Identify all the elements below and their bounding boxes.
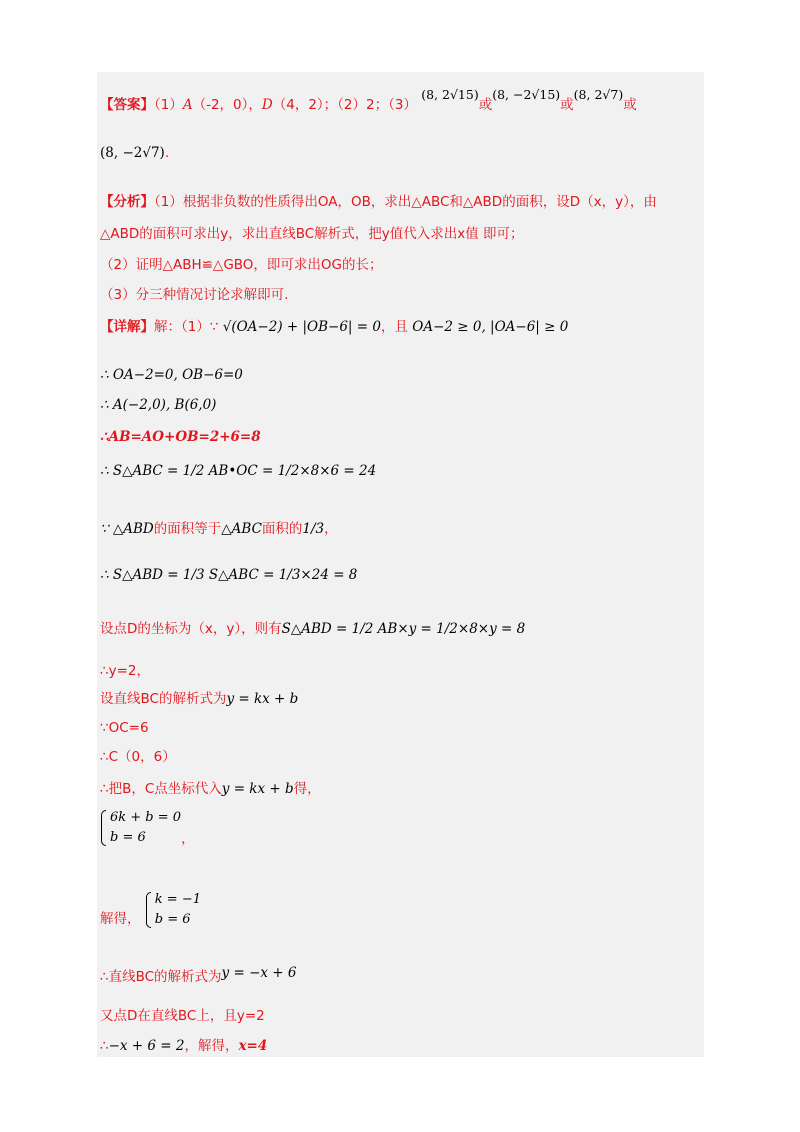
- step-16: ∴−x + 6 = 2，解得，x=4: [100, 1038, 268, 1054]
- step-11: ∴C（0，6）: [100, 749, 176, 765]
- step-6: ∴ S△ABD = 1/3 S△ABC = 1/3×24 = 8: [100, 567, 358, 583]
- answer-label: 【答案】: [100, 97, 154, 113]
- step-3: ∴AB=AO+OB=2+6=8: [100, 429, 261, 445]
- step-4: ∴ S△ABC = 1/2 AB•OC = 1/2×8×6 = 24: [100, 463, 377, 479]
- solution-label: 【详解】: [100, 319, 154, 335]
- analysis-label: 【分析】: [100, 194, 154, 210]
- equation-system-1: 6k + b = 0 b = 6 ，: [100, 808, 195, 848]
- step-2: ∴ A(−2,0), B(6,0): [100, 397, 217, 413]
- answer-option-3: (8, 2√7): [573, 87, 624, 102]
- step-14: ∴直线BC的解析式为y = −x + 6: [100, 965, 297, 985]
- given-condition: OA−2 ≥ 0, |OA−6| ≥ 0: [412, 319, 569, 335]
- equation-system-2: k = −1 b = 6: [145, 890, 201, 930]
- answer-option-2: (8, −2√15): [492, 87, 561, 102]
- answer-option-4: (8, −2√7): [100, 145, 165, 161]
- answer-option-1: (8, 2√15): [421, 87, 479, 102]
- analysis-line-3: （2）证明△ABH≌△GBO，即可求出OG的长；: [100, 257, 383, 273]
- solution-line-1: 【详解】解：（1）∵ √(OA−2) + |OB−6| = 0，且 OA−2 ≥ 0, |OA−6| ≥ 0: [100, 319, 569, 335]
- answer-line-1: 【答案】（1）A（-2，0），D（4，2）；（2）2；（3） (8, 2√15)或(8, −2√15)或(8, 2√7)或: [100, 87, 637, 113]
- analysis-line-2: △ABD的面积可求出y，求出直线BC解析式，把y值代入求出x值 即可；: [100, 226, 524, 242]
- step-7: 设点D的坐标为（x，y），则有S△ABD = 1/2 AB×y = 1/2×8×y = 8: [100, 621, 526, 637]
- analysis-line-4: （3）分三种情况讨论求解即可.: [100, 287, 289, 303]
- step-15: 又点D在直线BC上，且y=2: [100, 1008, 265, 1024]
- given-equation: √(OA−2) + |OB−6| = 0: [222, 319, 381, 335]
- step-5: ∵ △ABD的面积等于△ABC面积的1/3，: [100, 521, 338, 537]
- answer-line-2: (8, −2√7).: [100, 145, 170, 161]
- step-8: ∴y=2，: [100, 663, 150, 679]
- step-10: ∵OC=6: [100, 720, 149, 736]
- step-1: ∴ OA−2=0, OB−6=0: [100, 367, 243, 383]
- step-13: 解得， k = −1 b = 6: [100, 890, 201, 930]
- step-12: ∴把B，C点坐标代入y = kx + b得，: [100, 781, 321, 797]
- step-9: 设直线BC的解析式为y = kx + b: [100, 691, 299, 707]
- analysis-line-1: 【分析】（1）根据非负数的性质得出OA，OB，求出△ABC和△ABD的面积，设D（x，y），由: [100, 194, 657, 210]
